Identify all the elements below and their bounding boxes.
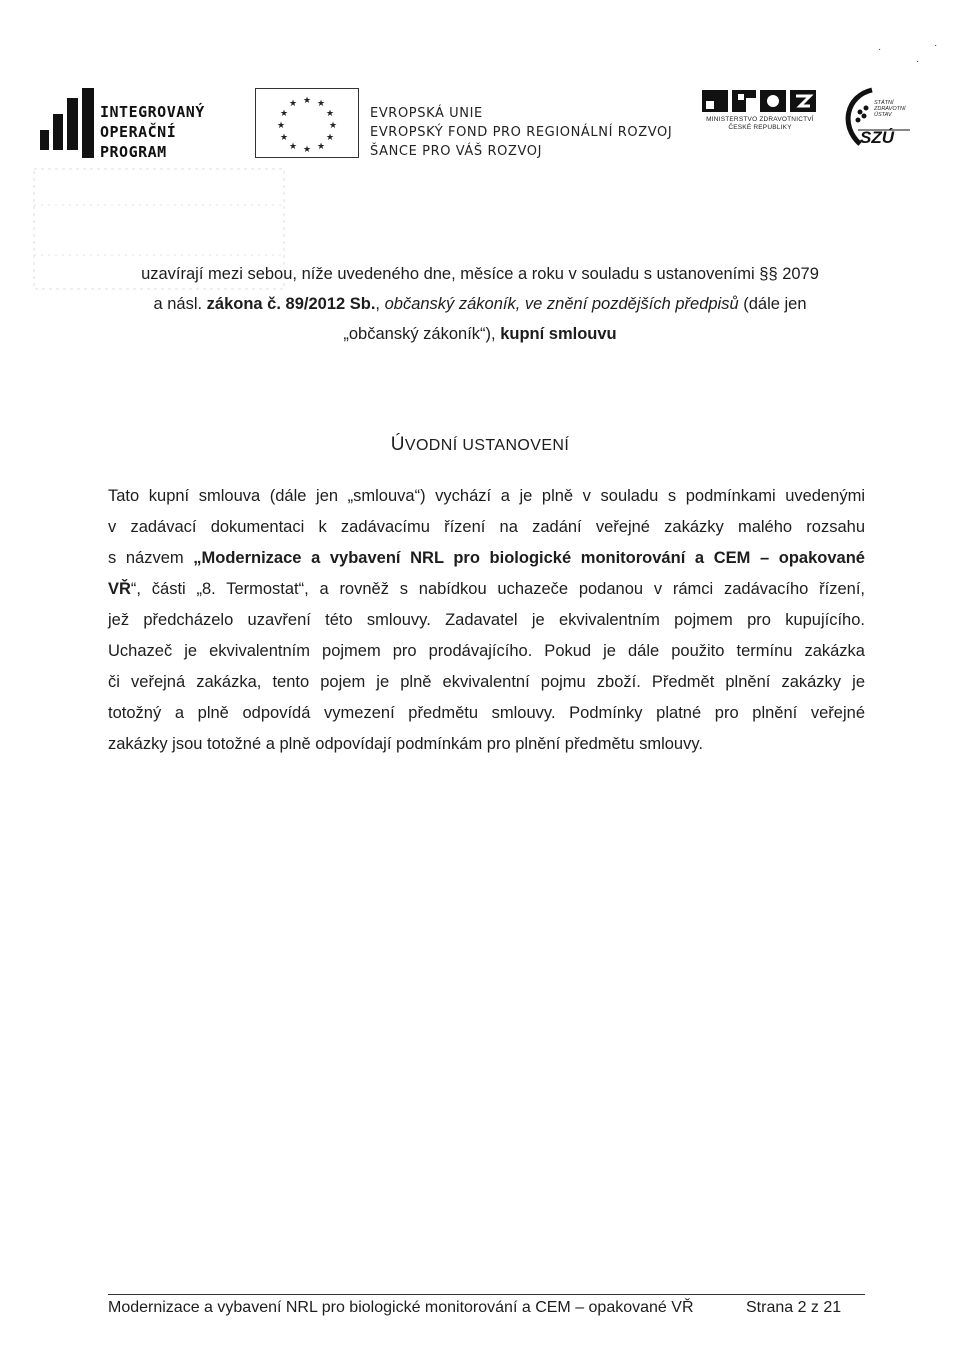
eu-line-2: EVROPSKÝ FOND PRO REGIONÁLNÍ ROZVOJ <box>370 125 673 140</box>
svg-text:★: ★ <box>316 142 326 152</box>
law-reference: zákona č. 89/2012 Sb. <box>206 295 376 313</box>
svg-text:★: ★ <box>276 121 286 131</box>
body-line-5: jež předcházelo uzavření této smlouvy. Zadavatel je ekvivalentním pojmem pro kupujícího. <box>108 611 865 629</box>
svg-text:★: ★ <box>302 145 312 155</box>
body-line-8: totožný a plně odpovídá vymezení předmětu smlouvy. Podmínky platné pro plnění veřejné <box>108 704 865 722</box>
svg-text:★: ★ <box>328 121 338 131</box>
page-number: Strana 2 z 21 <box>746 1299 842 1316</box>
body-line-4: VŘ“, části „8. Termostat“, a rovněž s nabídkou uchazeče podanou v rámci zadávacího řízení, <box>108 580 865 598</box>
svg-text:★: ★ <box>288 99 298 109</box>
body-line-9: zakázky jsou totožné a plně odpovídají podmínkám pro plnění předmětu smlouvy. <box>108 735 703 753</box>
footer-divider <box>108 1294 865 1295</box>
body-line-2: v zadávací dokumentaci k zadávacímu řízení na zadání veřejné zakázky malého rozsahu <box>108 518 865 536</box>
szu-logo <box>838 86 912 156</box>
law-name: občanský zákoník, ve znění pozdějších předpisů <box>384 295 739 313</box>
szu-small-3: ÚSTAV <box>874 112 892 118</box>
body-line-1: Tato kupní smlouva (dále jen „smlouva“) vychází a je plně v souladu s podmínkami uvedenými <box>108 487 865 505</box>
svg-text:★: ★ <box>279 133 289 143</box>
body-line-3: s názvem „Modernizace a vybavení NRL pro biologické monitorování a CEM – opakované <box>108 549 865 567</box>
scan-mark: · <box>934 40 938 51</box>
szu-small-2: ZDRAVOTNÍ <box>874 106 906 112</box>
body-line-7: či veřejná zakázka, tento pojem je plně ekvivalentní pojmu zboží. Předmět plnění zakázky je <box>108 673 865 691</box>
iop-logo-text: INTEGROVANÝ OPERAČNÍ PROGRAM <box>100 103 205 161</box>
intro-line-3: „občanský zákoník“), kupní smlouvu <box>343 325 617 343</box>
svg-text:★: ★ <box>279 109 289 119</box>
scan-mark: · <box>916 56 920 67</box>
contract-type: kupní smlouvu <box>500 325 617 343</box>
svg-text:★: ★ <box>325 109 335 119</box>
szu-small-1: STÁTNÍ <box>874 100 894 106</box>
body-line-6: Uchazeč je ekvivalentním pojmem pro prodávajícího. Pokud je dále použito termínu zakázka <box>108 642 865 660</box>
footer-title: Modernizace a vybavení NRL pro biologické monitorování a CEM – opakované VŘ <box>108 1299 694 1316</box>
svg-text:★: ★ <box>325 133 335 143</box>
ministry-logo <box>700 86 820 146</box>
scan-mark: · <box>878 44 882 55</box>
iop-logo <box>40 88 230 160</box>
section-heading: ÚVODNÍ USTANOVENÍ <box>390 434 570 455</box>
svg-text:★: ★ <box>316 99 326 109</box>
ministry-logo-icon <box>700 86 820 116</box>
eu-line-1: EVROPSKÁ UNIE <box>370 106 483 121</box>
eu-line-3: ŠANCE PRO VÁŠ ROZVOJ <box>370 144 543 159</box>
szu-logo-text: SZÚ <box>860 128 894 147</box>
eu-text-block <box>370 104 672 161</box>
intro-line-1: uzavírají mezi sebou, níže uvedeného dne, měsíce a roku v souladu s ustanoveními §§ 2079 <box>141 265 819 283</box>
contract-title: „Modernizace a vybavení NRL pro biologické monitorování a CEM – opakované <box>193 549 865 567</box>
iop-bars-icon <box>40 88 98 160</box>
eu-flag-icon <box>255 88 359 158</box>
intro-line-2: a násl. zákona č. 89/2012 Sb., občanský zákoník, ve znění pozdějších předpisů (dále jen <box>153 295 807 313</box>
ministry-caption-1: MINISTERSTVO ZDRAVOTNICTVÍ <box>706 116 814 123</box>
svg-text:★: ★ <box>288 142 298 152</box>
ministry-caption-2: ČESKÉ REPUBLIKY <box>728 124 792 131</box>
svg-text:★: ★ <box>302 96 312 106</box>
